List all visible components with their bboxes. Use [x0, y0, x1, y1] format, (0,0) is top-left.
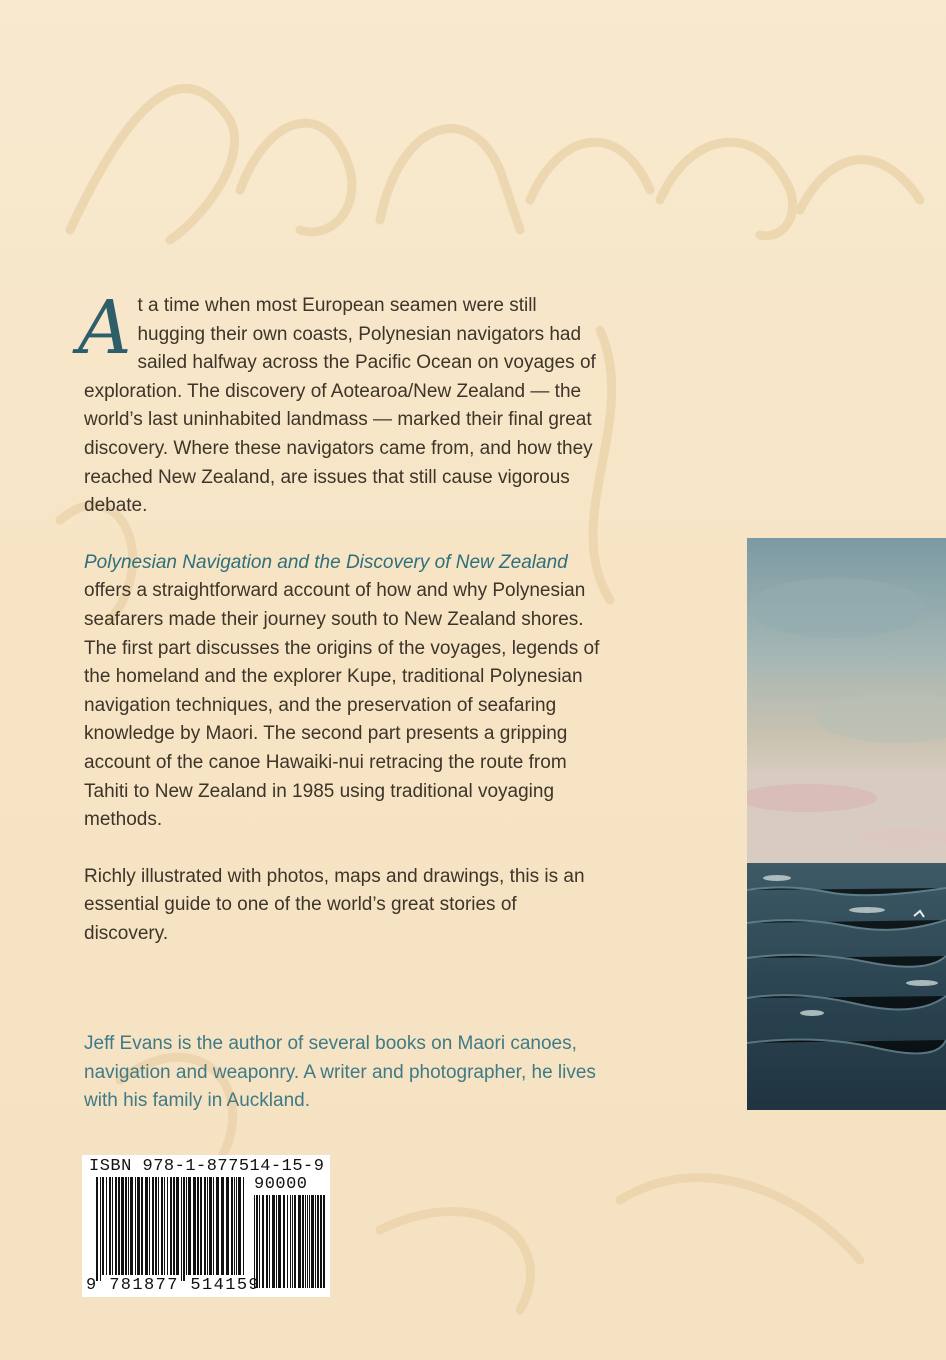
barcode-bar [164, 1177, 165, 1275]
barcode-bar [100, 1177, 101, 1281]
barcode-bar [181, 1177, 182, 1281]
book-title: Polynesian Navigation and the Discovery of New Zealand [84, 551, 568, 573]
barcode-bar [317, 1195, 319, 1288]
barcode-bar [266, 1195, 268, 1288]
barcode-bar [118, 1177, 120, 1275]
description-text: offers a straightforward account of how and why Polynesian seafarers made their journey south to New Zealand shores. The first part discusses the origins of the voyages, legends of the homeland and the explorer Kupe, traditional Polynesian navigation techniques, and the preservation of seafaring knowledge by Maori. The second part presents a gripping account of the canoe Hawaiki-nui retracing the route from Tahiti to New Zealand in 1985 using traditional voyaging methods. [84, 580, 600, 831]
barcode-bar [294, 1195, 296, 1288]
barcode-bar [188, 1177, 191, 1275]
closing-paragraph: Richly illustrated with photos, maps and drawings, this is an essential guide to one of the world’s great stories of discovery. [84, 865, 585, 944]
barcode-bar [278, 1195, 281, 1288]
barcode-bar [109, 1177, 111, 1275]
barcode-bar [292, 1195, 293, 1288]
barcode-bar [226, 1177, 229, 1275]
barcode-bar [320, 1195, 322, 1288]
ean-digits: 9 781877 514159 [86, 1276, 261, 1295]
barcode-bar [290, 1195, 291, 1288]
drop-cap: A [78, 285, 132, 371]
barcode-bar [96, 1177, 98, 1281]
barcode-bar [276, 1195, 277, 1288]
barcode-bar [234, 1177, 235, 1275]
barcode-bar [102, 1177, 104, 1275]
barcode-bar [243, 1177, 244, 1275]
barcode-bar [128, 1177, 129, 1275]
barcode-bar [315, 1195, 316, 1288]
barcode-bar [152, 1177, 154, 1275]
intro-paragraph [78, 285, 604, 521]
barcode-bar [112, 1177, 113, 1275]
barcode-bar [204, 1177, 206, 1275]
barcode-bar [106, 1177, 107, 1275]
barcode-bar [238, 1177, 241, 1275]
barcode-bar [311, 1195, 314, 1288]
barcode-bar [141, 1177, 143, 1275]
barcode-bar [221, 1177, 224, 1275]
barcode-bar [207, 1177, 208, 1275]
barcode-bar [231, 1177, 233, 1275]
barcode-bar [197, 1177, 199, 1275]
barcode-bar [200, 1177, 202, 1275]
barcode-bar [236, 1177, 237, 1275]
isbn-label: ISBN 978-1-877514-15-9 [89, 1157, 325, 1176]
barcode-bar [216, 1177, 219, 1275]
barcode-bar [323, 1195, 325, 1288]
barcode-bar [305, 1195, 306, 1288]
barcode-bar [307, 1195, 308, 1288]
barcode-bar [298, 1195, 301, 1288]
barcode-bar [158, 1177, 159, 1275]
barcode-bar [309, 1195, 310, 1288]
barcode-bar [167, 1177, 168, 1275]
barcode-bar [149, 1177, 150, 1275]
barcode-bar [193, 1177, 196, 1275]
barcode-bar [209, 1177, 212, 1275]
blurb-text [78, 285, 604, 976]
barcode-bar [170, 1177, 172, 1275]
barcode-bar [145, 1177, 148, 1275]
barcode-bar [121, 1177, 124, 1275]
ocean-painting [747, 538, 946, 1110]
barcode-bar [130, 1177, 133, 1275]
barcode-bar [213, 1177, 214, 1275]
barcode-bar [137, 1177, 140, 1275]
barcode-bar [161, 1177, 163, 1275]
isbn-barcode [82, 1155, 330, 1297]
barcode-bar [272, 1195, 275, 1288]
barcode-bar [254, 1195, 255, 1288]
barcode-bar [256, 1195, 258, 1288]
price-addon-digits: 90000 [254, 1175, 308, 1194]
barcode-bar [186, 1177, 187, 1275]
description-paragraph [84, 549, 604, 835]
barcode-bar [269, 1195, 270, 1288]
barcode-bar [302, 1195, 304, 1288]
barcode-bar [135, 1177, 136, 1275]
barcode-bar [287, 1195, 288, 1288]
barcode-bar [115, 1177, 117, 1275]
barcode-bar [262, 1195, 264, 1288]
barcode-bar [155, 1177, 157, 1275]
intro-paragraph-text: t a time when most European seamen were still hugging their own coasts, Polynesian navigators had sailed halfway across the Pacific Ocean on voyages of exploration. The discovery of Aotearoa/New Zealand — the world’s last uninhabited landmass — marked their final great discovery. Where these navigators came from, and how they reached New Zealand, are issues that still cause vigorous debate. [84, 295, 596, 517]
author-bio: Jeff Evans is the author of several books on Maori canoes, navigation and weaponry. A writer and photographer, he lives with his family in Auckland. [84, 1033, 596, 1112]
barcode-bar [283, 1195, 285, 1288]
barcode-bar [125, 1177, 127, 1275]
barcode-bar [173, 1177, 175, 1275]
barcode-bar [259, 1195, 260, 1288]
barcode-bar [176, 1177, 179, 1275]
barcode-bar [183, 1177, 185, 1281]
